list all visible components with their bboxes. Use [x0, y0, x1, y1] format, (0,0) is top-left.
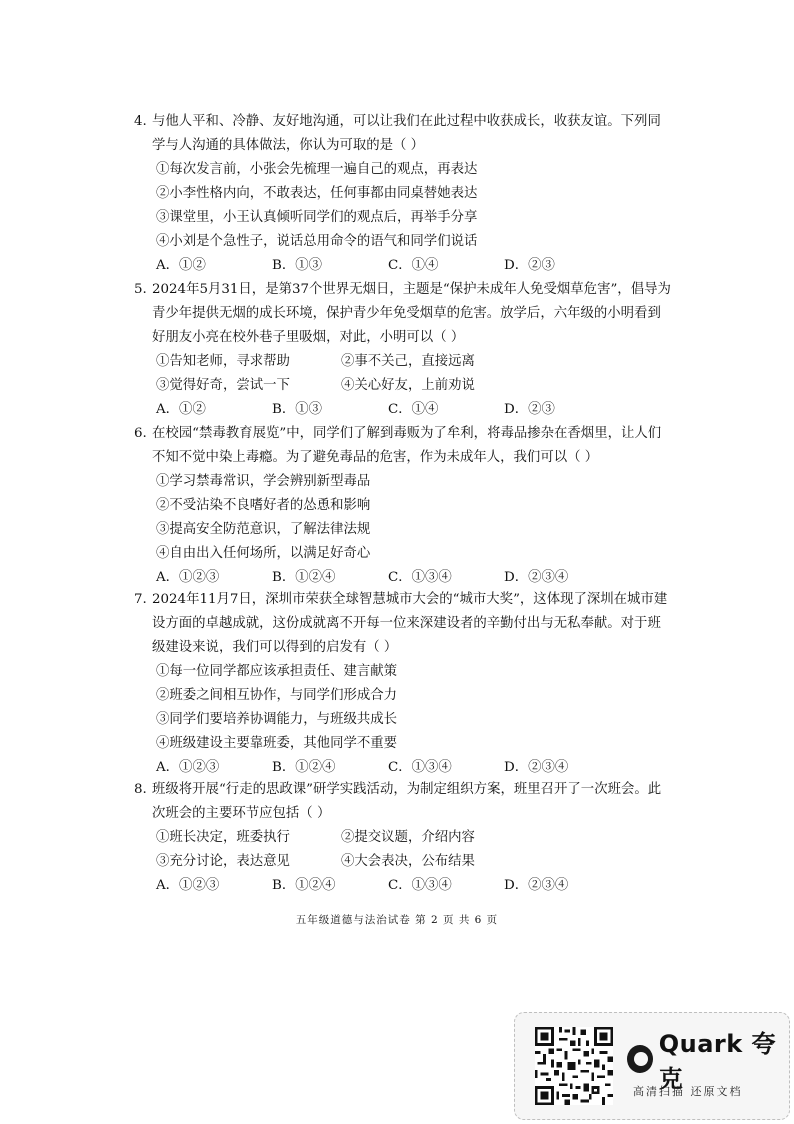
option-line: ④小刘是个急性子，说话总用命令的语气和同学们说话 — [156, 234, 478, 249]
option-line: ④关心好友，上前劝说 — [341, 378, 475, 393]
option-line: ③同学们要培养协调能力，与班级共成长 — [156, 712, 398, 727]
option-line: ③课堂里，小王认真倾听同学们的观点后，再举手分享 — [156, 210, 478, 225]
choice-a: A．①②③ — [156, 570, 220, 585]
question-stem: 在校园“禁毒教育展览”中，同学们了解到毒贩为了牟利，将毒品掺杂在香烟里，让人们不知不觉中染上毒瘾。为了避免毒品的危害，作为未成年人，我们可以（ ） — [152, 426, 662, 465]
question-number: 5. — [134, 282, 147, 297]
option-row — [156, 826, 674, 850]
option-line: ②不受沾染不良嗜好者的怂恿和影响 — [156, 498, 371, 513]
choice-a: A．①②③ — [156, 760, 220, 775]
brand-name: Quark 夸克 — [658, 1030, 777, 1093]
question-number: 8. — [134, 782, 147, 797]
quark-logo-icon — [627, 1045, 653, 1073]
answer-choices — [156, 254, 674, 278]
option-line: ①告知老师，寻求帮助 — [156, 354, 290, 369]
choice-b: B．①③ — [272, 402, 323, 417]
qr-code-icon — [535, 1027, 613, 1105]
question-7 — [134, 588, 674, 780]
option-line: ③充分讨论，表达意见 — [156, 854, 290, 869]
choice-d: D．②③ — [504, 258, 555, 273]
choice-d: D．②③④ — [504, 570, 569, 585]
option-line: ①每一位同学都应该承担责任、建言献策 — [156, 664, 398, 679]
question-number: 4. — [134, 114, 147, 129]
question-5 — [134, 278, 674, 422]
option-line: ④大会表决，公布结果 — [341, 854, 475, 869]
question-number: 7. — [134, 592, 147, 607]
choice-d: D．②③④ — [504, 760, 569, 775]
option-line: ③提高安全防范意识，了解法律法规 — [156, 522, 371, 537]
choice-b: B．①②④ — [272, 760, 336, 775]
question-4 — [134, 110, 674, 278]
page-footer: 五年级道德与法治试卷 第 2 页 共 6 页 — [295, 914, 499, 926]
choice-a: A．①② — [156, 402, 206, 417]
answer-choices — [156, 398, 674, 422]
option-line: ④自由出入任何场所，以满足好奇心 — [156, 546, 371, 561]
option-row — [156, 850, 674, 874]
option-line: ③觉得好奇，尝试一下 — [156, 378, 290, 393]
answer-choices — [156, 874, 674, 898]
choice-b: B．①③ — [272, 258, 323, 273]
choice-d: D．②③ — [504, 402, 555, 417]
choice-c: C．①③④ — [388, 878, 452, 893]
option-line: ②事不关己，直接远离 — [341, 354, 475, 369]
option-line: ①班长决定，班委执行 — [156, 830, 290, 845]
choice-c: C．①④ — [388, 258, 439, 273]
choice-b: B．①②④ — [272, 570, 336, 585]
choice-a: A．①② — [156, 258, 206, 273]
option-line: ②班委之间相互协作，与同学们形成合力 — [156, 688, 398, 703]
answer-choices — [156, 756, 674, 780]
question-8 — [134, 778, 674, 898]
option-line: ①每次发言前，小张会先梳理一遍自己的观点，再表达 — [156, 162, 478, 177]
option-row — [156, 374, 674, 398]
choice-a: A．①②③ — [156, 878, 220, 893]
choice-b: B．①②④ — [272, 878, 336, 893]
question-number: 6. — [134, 426, 147, 441]
quark-scan-badge — [514, 1012, 790, 1120]
choice-c: C．①③④ — [388, 570, 452, 585]
question-stem: 2024年5月31日，是第37个世界无烟日，主题是“保护未成年人免受烟草危害”，倡导为青少年提供无烟的成长环境，保护青少年免受烟草的危害。放学后，六年级的小明看到好朋友小亮在校外巷子里吸烟，对此，小明可以（ ） — [152, 282, 671, 345]
option-row — [156, 350, 674, 374]
option-line: ①学习禁毒常识，学会辨别新型毒品 — [156, 474, 371, 489]
choice-c: C．①④ — [388, 402, 439, 417]
question-6 — [134, 422, 674, 590]
answer-choices — [156, 566, 674, 590]
choice-c: C．①③④ — [388, 760, 452, 775]
option-line: ②小李性格内向，不敢表达，任何事都由同桌替她表达 — [156, 186, 478, 201]
choice-d: D．②③④ — [504, 878, 569, 893]
question-stem: 班级将开展“行走的思政课”研学实践活动，为制定组织方案，班里召开了一次班会。此次班会的主要环节应包括（ ） — [152, 782, 662, 821]
brand-slogan: 高清扫描 还原文档 — [633, 1085, 743, 1098]
question-stem: 与他人平和、冷静、友好地沟通，可以让我们在此过程中收获成长，收获友谊。下列同学与人沟通的具体做法，你认为可取的是（ ） — [152, 114, 661, 153]
option-line: ④班级建设主要靠班委，其他同学不重要 — [156, 736, 398, 751]
option-line: ②提交议题，介绍内容 — [341, 830, 475, 845]
question-stem: 2024年11月7日，深圳市荣获全球智慧城市大会的“城市大奖”，这体现了深圳在城市建设方面的卓越成就，这份成就离不开每一位来深建设者的辛勤付出与无私奉献。对于班级建设来说，我们可以得到的启发有（ ） — [152, 592, 668, 655]
